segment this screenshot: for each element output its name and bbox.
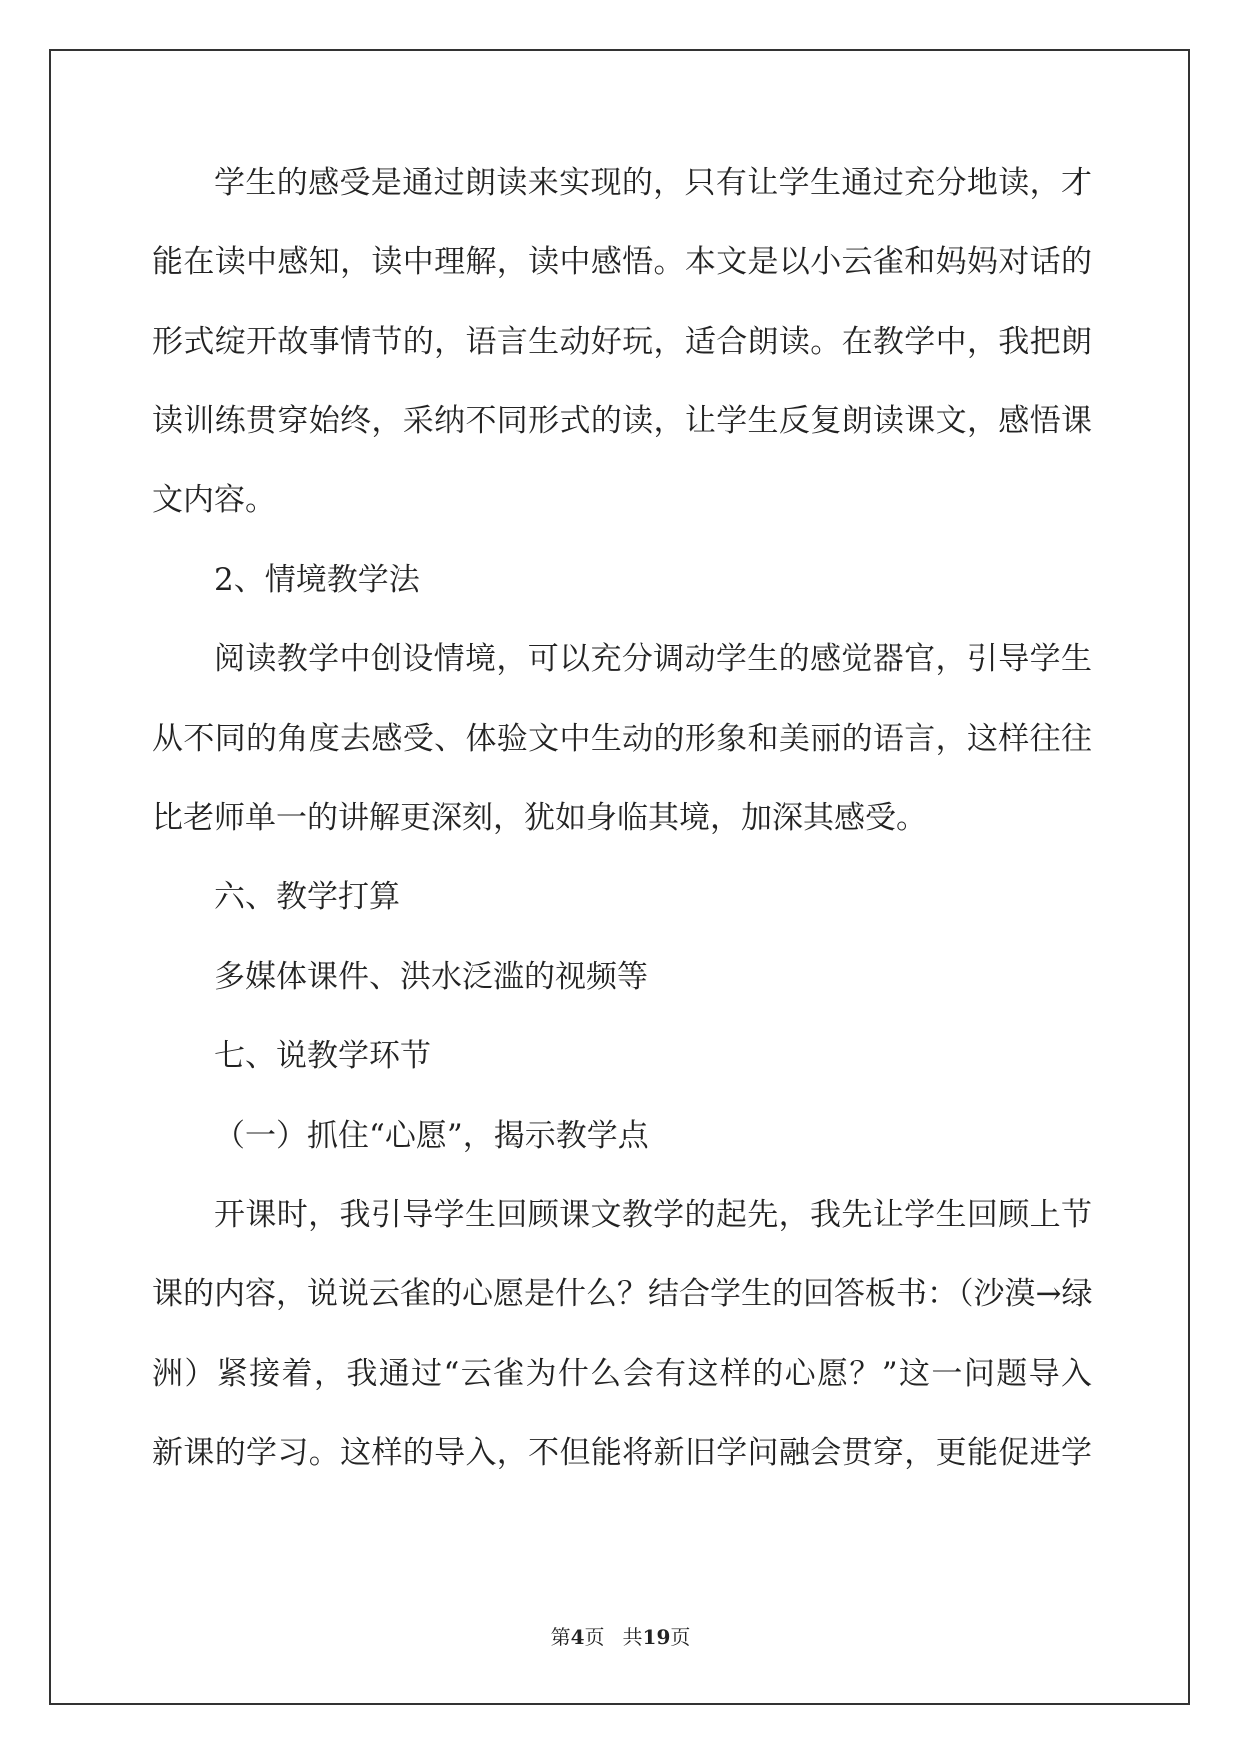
- paragraph-line: 开课时，我引导学生回顾课文教学的起先，我先让学生回顾上节: [214, 1197, 1092, 1233]
- paragraph-line: 形式绽开故事情节的，语言生动好玩，适合朗读。在教学中，我把朗: [152, 324, 1092, 360]
- section-heading: 六、教学打算: [214, 879, 400, 915]
- page-suffix: 页: [584, 1625, 605, 1649]
- paragraph-line: 阅读教学中创设情境，可以充分调动学生的感觉器官，引导学生: [214, 641, 1092, 677]
- paragraph-line: 学生的感受是通过朗读来实现的，只有让学生通过充分地读，才: [214, 165, 1092, 201]
- paragraph-line: 洲）紧接着，我通过“云雀为什么会有这样的心愿？”这一问题导入: [152, 1356, 1092, 1392]
- paragraph-line: 新课的学习。这样的导入，不但能将新旧学问融会贯穿，更能促进学: [152, 1435, 1092, 1471]
- paragraph-line: 从不同的角度去感受、体验文中生动的形象和美丽的语言，这样往往: [152, 721, 1092, 757]
- section-heading: 2、情境教学法: [214, 562, 420, 598]
- total-pages: 19: [642, 1625, 671, 1649]
- paragraph-line: 课的内容，说说云雀的心愿是什么？结合学生的回答板书：（沙漠→绿: [152, 1276, 1093, 1312]
- paragraph-line: 比老师单一的讲解更深刻，犹如身临其境，加深其感受。: [152, 800, 927, 836]
- paragraph-line: 能在读中感知，读中理解，读中感悟。本文是以小云雀和妈妈对话的: [152, 244, 1092, 280]
- page-footer: [0, 1623, 1241, 1651]
- section-heading: 七、说教学环节: [214, 1038, 431, 1074]
- page-prefix: 第: [550, 1625, 571, 1649]
- paragraph-line: 文内容。: [152, 482, 276, 518]
- page-number: 4: [570, 1625, 585, 1649]
- paragraph-line: 读训练贯穿始终，采纳不同形式的读，让学生反复朗读课文，感悟课: [152, 403, 1092, 439]
- section-heading: （一）抓住“心愿”，揭示教学点: [214, 1118, 649, 1154]
- total-prefix: 共: [622, 1625, 643, 1649]
- total-suffix: 页: [670, 1625, 691, 1649]
- paragraph-line: 多媒体课件、洪水泛滥的视频等: [214, 959, 648, 995]
